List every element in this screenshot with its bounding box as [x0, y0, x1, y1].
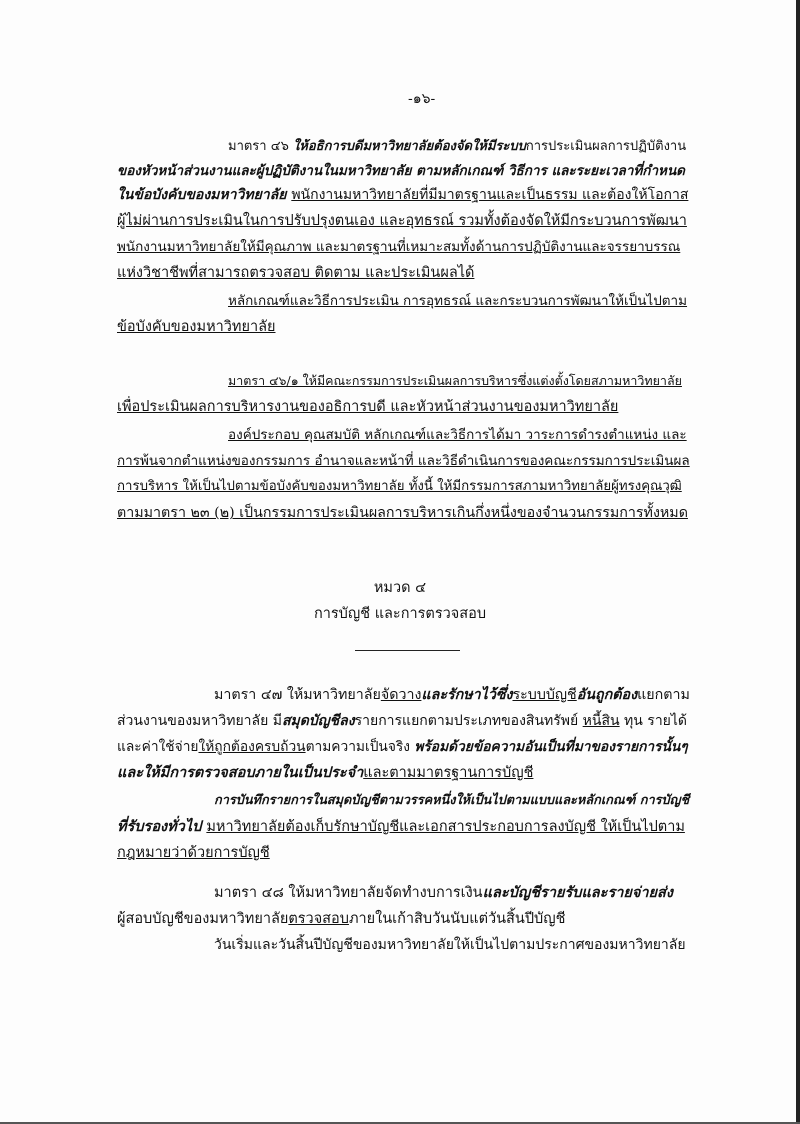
section-47-line-2: ส่วนงานของมหาวิทยาลัย มีสมุดบัญชีลงรายการแยกตามประเภทของสินทรัพย์ หนี้สิน ทุน รายได้	[117, 713, 688, 729]
section-47-line-3: และค่าใช้จ่ายให้ถูกต้องครบถ้วนตามความเป็นจริง พร้อมด้วยข้อความอันเป็นที่มาของรายการนั้นๆ	[117, 739, 688, 755]
section-46-1-line-3: องค์ประกอบ คุณสมบัติ หลักเกณฑ์และวิธีการได้มา วาระการดำรงตำแหน่ง และ	[228, 427, 687, 443]
section-47-line-5: การบันทึกรายการในสมุดบัญชีตามวรรคหนึ่งให้เป็นไปตามแบบและหลักเกณฑ์ การบัญชี	[214, 793, 690, 808]
section-48-line-2: ผู้สอบบัญชีของมหาวิทยาลัยตรวจสอบภายในเก้าสิบวันนับแต่วันสิ้นปีบัญชี	[117, 911, 566, 927]
chapter-number: หมวด ๔	[373, 580, 427, 596]
section-48-line-3: วันเริ่มและวันสิ้นปีบัญชีของมหาวิทยาลัยให้เป็นไปตามประกาศของมหาวิทยาลัย	[214, 937, 686, 953]
section-46-line-7: หลักเกณฑ์และวิธีการประเมิน การอุทธรณ์ และกระบวนการพัฒนาให้เป็นไปตาม	[228, 293, 688, 309]
section-46-1-line-2: เพื่อประเมินผลการบริหารงานของอธิการบดี และหัวหน้าส่วนงานของมหาวิทยาลัย	[117, 399, 619, 415]
section-46-line-3: ในข้อบังคับของมหาวิทยาลัย พนักงานมหาวิทยาลัยที่มีมาตรฐานและเป็นธรรม และต้องให้โอกาส	[117, 187, 689, 203]
section-47-line-7: กฎหมายว่าด้วยการบัญชี	[117, 845, 270, 861]
section-46-line-4: ผู้ไม่ผ่านการประเมินในการปรับปรุงตนเอง และอุทธรณ์ รวมทั้งต้องจัดให้มีกระบวนการพัฒนา	[117, 213, 687, 229]
chapter-title: การบัญชี และการตรวจสอบ	[313, 606, 487, 622]
section-46-line-5: พนักงานมหาวิทยาลัยให้มีคุณภาพ และมาตรฐานที่เหมาะสมทั้งด้านการปฏิบัติงานและจรรยาบรรณ	[117, 239, 681, 255]
section-46-1-line-1: มาตรา ๔๖/๑ ให้มีคณะกรรมการประเมินผลการบริหารซึ่งแต่งตั้งโดยสภามหาวิทยาลัย	[228, 373, 682, 388]
section-46-line-8: ข้อบังคับของมหาวิทยาลัย	[117, 319, 276, 335]
page-number: -๑๖-	[408, 91, 436, 107]
scan-edge-right	[796, 0, 800, 1124]
section-47-line-6: ที่รับรองทั่วไป มหาวิทยาลัยต้องเก็บรักษาบัญชีและเอกสารประกอบการลงบัญชี ให้เป็นไปตาม	[117, 818, 685, 835]
section-46-line-1: มาตรา ๔๖ ให้อธิการบดีมหาวิทยาลัยต้องจัดให้มีระบบการประเมินผลการปฏิบัติงาน	[228, 139, 687, 154]
section-46-line-6: แห่งวิชาชีพที่สามารถตรวจสอบ ติดตาม และประเมินผลได้	[117, 265, 475, 281]
section-46-1-line-4: การพ้นจากตำแหน่งของกรรมการ อำนาจและหน้าที่ และวิธีดำเนินการของคณะกรรมการประเมินผล	[117, 453, 690, 469]
section-46-1-line-6: ตามมาตรา ๒๓ (๒) เป็นกรรมการประเมินผลการบริหารเกินกึ่งหนึ่งของจำนวนกรรมการทั้งหมด	[117, 505, 688, 521]
heading-divider	[355, 650, 460, 651]
section-46-1-line-5: การบริหาร ให้เป็นไปตามข้อบังคับของมหาวิทยาลัย ทั้งนี้ ให้มีกรรมการสภามหาวิทยาลัยผู้ทรงคุณวุฒิ	[117, 479, 682, 494]
section-47-line-1: มาตรา ๔๗ ให้มหาวิทยาลัยจัดวางและรักษาไว้ซึ่งระบบบัญชีอันถูกต้องแยกตาม	[214, 687, 690, 703]
section-48-line-1: มาตรา ๔๘ ให้มหาวิทยาลัยจัดทำงบการเงินและบัญชีรายรับและรายจ่ายส่ง	[214, 884, 673, 901]
section-46-line-2: ของหัวหน้าส่วนงานและผู้ปฏิบัติงานในมหาวิทยาลัย ตามหลักเกณฑ์ วิธีการ และระยะเวลาที่กำหนด	[117, 163, 685, 179]
section-47-line-4: และให้มีการตรวจสอบภายในเป็นประจำและตามมาตรฐานการบัญชี	[117, 764, 534, 781]
